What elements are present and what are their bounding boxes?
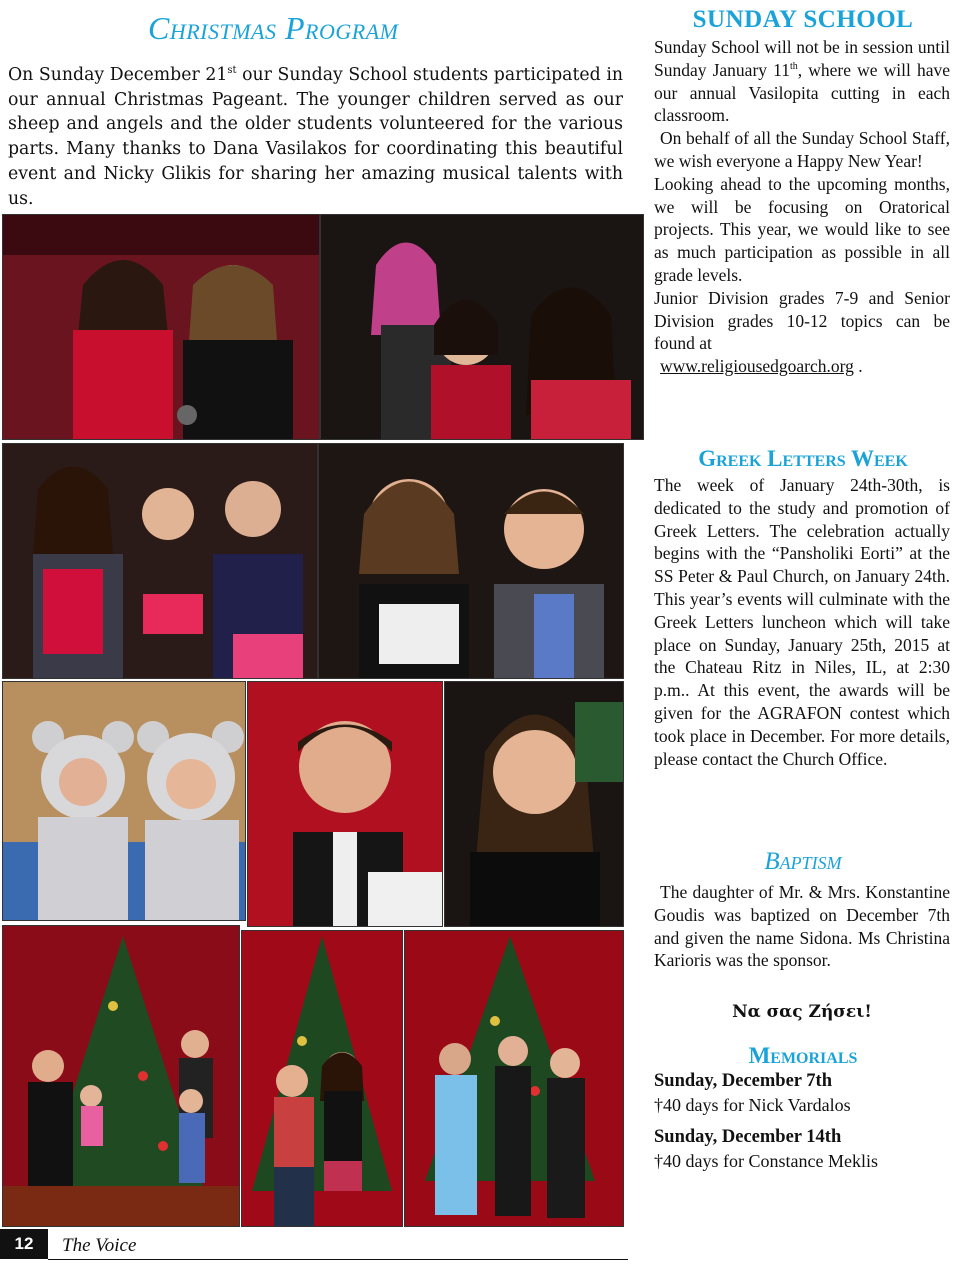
memorials-title: Memorials: [748, 1043, 858, 1068]
greek-letters-week-title: Greek Letters Week: [698, 446, 908, 471]
greek-blessing: Να σας Ζήσει!: [732, 1002, 872, 1022]
baptism-title: Baptism: [764, 848, 842, 875]
christmas-program-body: [8, 63, 623, 211]
page-number: 12: [0, 1229, 48, 1259]
photo-family-christmas-tree: [2, 925, 240, 1227]
publication-name: The Voice: [62, 1235, 137, 1256]
ss-link-tail: .: [853, 356, 863, 377]
photo-boy-girl-christmas-tree: [241, 930, 403, 1227]
photo-girls-with-cards: [2, 443, 318, 679]
sunday-school-paragraph-4: Junior Division grades 7-9 and Senior Division grades 10-12 topics can be found at: [654, 287, 950, 354]
photo-girl-boy-papers: [318, 443, 624, 679]
christmas-body-sup: st: [227, 65, 237, 77]
sunday-school-link-line: [654, 355, 950, 378]
greek-letters-week-body: The week of January 24th-30th, is dedicated to the study and promotion of Greek Letters. The celebration actually begins with the “Pansholiki Eorti” at the SS Peter & Paul Church, on January 24th. This year’s events will culminate with the Greek Letters luncheon which will take place on Sunday, January 25th, 2015 at the Chateau Ritz in Niles, IL, at 2:30 p.m.. At this event, the awards will be given for the AGRAFON contest which took place in December. For more details, please contact the Church Office.: [654, 475, 950, 769]
sunday-school-paragraph-1: [654, 36, 950, 127]
photo-girls-singing: [320, 214, 644, 440]
ss-p1-text-b: , where we will have our annual Vasilopita cutting in each classroom.: [654, 59, 950, 126]
baptism-body: The daughter of Mr. & Mrs. Konstantine Goudis was baptized on December 7th and given the name Sidona. Ms Christina Karioris was the sponsor.: [654, 882, 950, 971]
footer-rule: [48, 1259, 628, 1260]
sunday-school-title: SUNDAY SCHOOL: [692, 6, 914, 33]
christmas-program-title: Christmas Program: [148, 10, 399, 46]
memorial-entry: †40 days for Constance Meklis: [654, 1151, 878, 1171]
photo-three-children-christmas-tree: [404, 930, 624, 1227]
sunday-school-body: [654, 36, 950, 378]
ss-p1-sup: th: [790, 60, 798, 72]
memorial-entry: †40 days for Nick Vardalos: [654, 1095, 851, 1115]
ss-p1-text-a: Sunday School will not be in session until Sunday January 11: [654, 37, 950, 80]
photo-children-sheep-costumes: [2, 681, 246, 921]
memorial-date: Sunday, December 7th: [654, 1071, 832, 1091]
christmas-body-text-2: our Sunday School students participated in our annual Christmas Pageant. The younger children served as our sheep and angels and the older students volunteered for the various parts. Many thanks to Dana Vasilakos for coordinating this beautiful event and Nicky Glikis for sharing her amazing musical talents with us.: [8, 65, 623, 209]
photo-two-girls-microphone: [2, 214, 320, 440]
religious-ed-link[interactable]: www.religiousedgoarch.org: [660, 356, 854, 377]
sunday-school-paragraph-3: Looking ahead to the upcoming months, we will be focusing on Oratorical projects. This year, we would like to see as much participation as possible in all grade levels.: [654, 173, 950, 285]
memorial-date: Sunday, December 14th: [654, 1127, 842, 1147]
photo-boy-vest: [247, 681, 443, 927]
photo-smiling-girl: [444, 681, 624, 927]
sunday-school-paragraph-2: On behalf of all the Sunday School Staff, we wish everyone a Happy New Year!: [654, 128, 950, 171]
christmas-body-text-1: On Sunday December 21: [8, 65, 228, 85]
